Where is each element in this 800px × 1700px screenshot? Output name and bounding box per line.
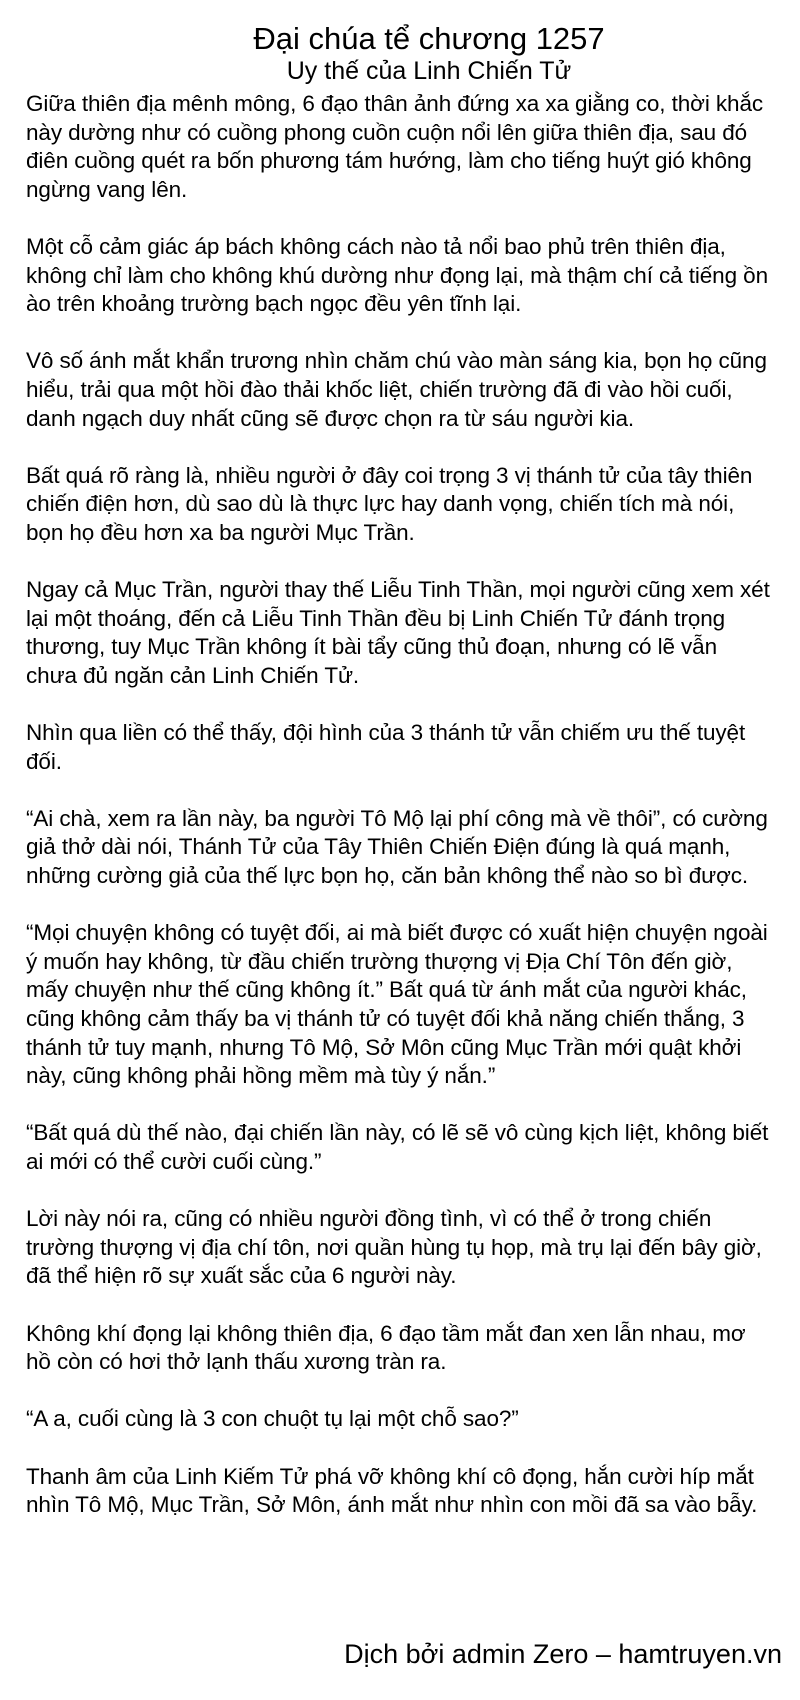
paragraph-12: “A a, cuối cùng là 3 con chuột tụ lại một chỗ sao?” [26,1406,519,1432]
paragraph-6: Nhìn qua liền có thể thấy, đội hình của 3 thánh tử vẫn chiếm ưu thế tuyệt đối. [26,720,746,774]
translator-credit: Dịch bởi admin Zero – hamtruyen.vn [344,1639,782,1669]
paragraph-10: Lời này nói ra, cũng có nhiều người đồng tình, vì có thể ở trong chiến trường thượng vị địa chí tôn, nơi quần hùng tụ họp, mà trụ lại đến bây giờ, đã thể hiện rõ sự xuất sắc của 6 người này. [26,1206,762,1289]
paragraph-3: Vô số ánh mắt khẩn trương nhìn chăm chú vào màn sáng kia, bọn họ cũng hiểu, trải qua một hồi đào thải khốc liệt, chiến trường đã đi vào hồi cuối, danh ngạch duy nhất cũng sẽ được chọn ra từ sáu người kia. [26,348,767,431]
chapter-header [86,22,772,86]
paragraph-7: “Ai chà, xem ra lần này, ba người Tô Mộ lại phí công mà về thôi”, có cường giả thở dài nói, Thánh Tử của Tây Thiên Chiến Điện đúng là quá mạnh, những cường giả của thế lực bọn họ, căn bản không thể nào so bì được. [26,805,768,889]
paragraph-4: Bất quá rõ ràng là, nhiều người ở đây coi trọng 3 vị thánh tử của tây thiên chiến điện hơn, dù sao dù là thực lực hay danh vọng, chiến tích mà nói, bọn họ đều hơn xa ba người Mục Trần. [26,462,753,545]
paragraph-8: “Mọi chuyện không có tuyệt đối, ai mà biết được có xuất hiện chuyện ngoài ý muốn hay không, từ đầu chiến trường thượng vị Địa Chí Tôn đến giờ, mấy chuyện như thế cũng không ít.” Bất quá từ ánh mắt của người khác, cũng không cảm thấy ba vị thánh tử có tuyệt đối khả năng chiến thắng, 3 thánh tử tuy mạnh, nhưng Tô Mộ, Sở Môn cũng Mục Trần mới quật khởi này, cũng không phải hồng mềm mà tùy ý nắn.” [26,920,768,1089]
chapter-subtitle: Uy thế của Linh Chiến Tử [286,57,572,85]
paragraph-1: Giữa thiên địa mênh mông, 6 đạo thân ảnh đứng xa xa giằng co, thời khắc này dường như có cuồng phong cuồn cuộn nổi lên giữa thiên địa, sau đó điên cuồng quét ra bốn phương tám hướng, làm cho tiếng huýt gió không ngừng vang lên. [26,91,764,202]
paragraph-11: Không khí đọng lại không thiên địa, 6 đạo tầm mắt đan xen lẫn nhau, mơ hồ còn có hơi thở lạnh thấu xương tràn ra. [26,1320,746,1375]
chapter-body [26,90,772,1520]
paragraph-5: Ngay cả Mục Trần, người thay thế Liễu Tinh Thần, mọi người cũng xem xét lại một thoáng, đến cả Liễu Tinh Thần đều bị Linh Chiến Tử đánh trọng thương, tuy Mục Trần không ít bài tẩy cũng thủ đoạn, nhưng có lẽ vẫn chưa đủ ngăn cản Linh Chiến Tử. [26,577,770,688]
paragraph-9: “Bất quá dù thế nào, đại chiến lần này, có lẽ sẽ vô cùng kịch liệt, không biết ai mới có thể cười cuối cùng.” [26,1120,769,1174]
paragraph-13: Thanh âm của Linh Kiếm Tử phá vỡ không khí cô đọng, hắn cười híp mắt nhìn Tô Mộ, Mục Trần, Sở Môn, ánh mắt như nhìn con mồi đã sa vào bẫy. [26,1463,758,1518]
paragraph-2: Một cỗ cảm giác áp bách không cách nào tả nổi bao phủ trên thiên địa, không chỉ làm cho không khú dường như đọng lại, mà thậm chí cả tiếng ồn ào trên khoảng trường bạch ngọc đều yên tĩnh lại. [26,233,768,317]
chapter-title: Đại chúa tể chương 1257 [253,21,605,56]
